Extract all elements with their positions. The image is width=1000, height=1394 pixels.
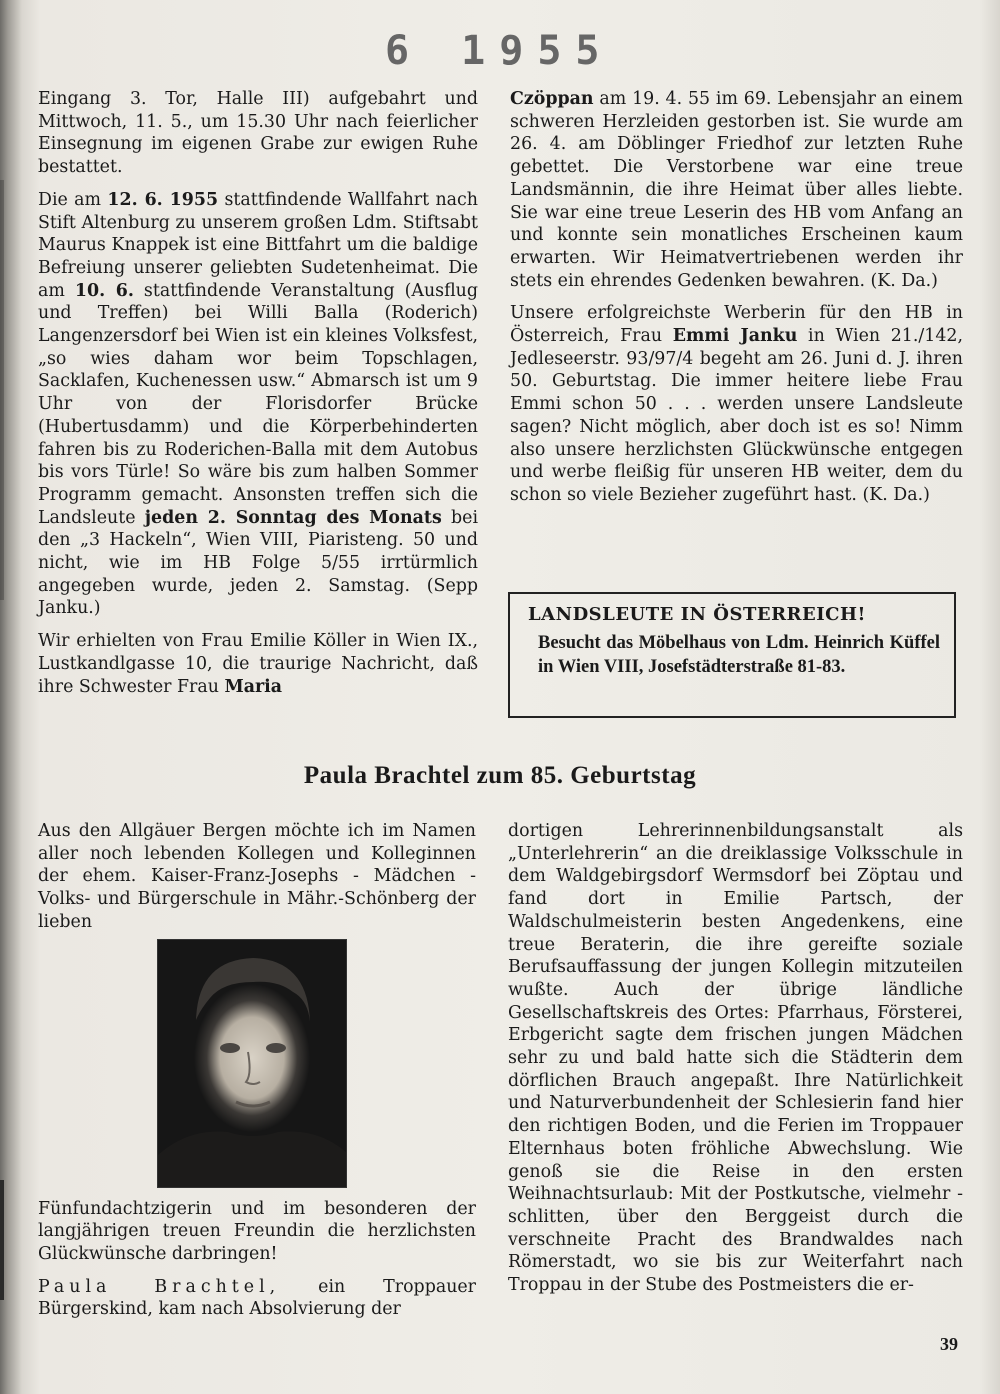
article-paragraph: Czöppan am 19. 4. 55 im 69. Lebensjahr an einem schweren Herzleiden gestorben ist. Sie wurde am 26. 4. am Döblinger Friedhof zur letzten Ruhe gebettet. Die Verstorbene war eine treue Landsmännin, die ihre Heimat über alles liebte. Sie war eine treue Leserin des HB vom Anfang an und konnte sein monatliches Erscheinen kaum erwarten. Wir Heimatvertriebenen werden ihr stets ein ehrendes Gedenken bewahren. (K. Da.) xyxy=(510,89,963,291)
left-column-top xyxy=(38,88,478,708)
right-column-bottom xyxy=(508,820,963,1307)
article-headline: Paula Brachtel zum 85. Geburtstag xyxy=(303,762,697,789)
binding-shadow xyxy=(0,180,4,600)
advertisement-text: Besucht das Möbelhaus von Ldm. Heinrich Küffel in Wien VIII, Josefstädterstraße 81-83. xyxy=(538,633,940,677)
article-paragraph: Aus den Allgäuer Bergen möchte ich im Namen aller noch lebenden Kollegen und Kolleginnen der ehem. Kaiser-Franz-Josephs - Mädchen - Volks- und Bürgerschule in Mähr.-Schönberg der lieben xyxy=(38,821,476,932)
article-paragraph: Eingang 3. Tor, Halle III) aufgebahrt und Mittwoch, 11. 5., um 15.30 Uhr nach feierlicher Einsegnung im eigenen Grabe zur ewigen Ruhe bestattet. xyxy=(38,89,478,178)
right-column-top xyxy=(510,88,963,517)
article-paragraph: dortigen Lehrerinnenbildungsanstalt als „Unterlehrerin“ an die dreiklassige Volksschule in dem Waldgebirgsdorf Wermsdorf bei Zöptau und fand dort in Emilie Partsch, der Waldschulmeisterin besten Angedenkens, eine treue Beraterin, die ihre gereifte soziale Berufsauffassung der jungen Kollegin mitzuteilen wußte. Auch der übrige ländliche Gesellschaftskreis des Ortes: Pfarrhaus, Försterei, Erbgericht sagte dem frischen jungen Mädchen sehr zu und bald hatte sich die Städterin dem dörflichen Brauch angepaßt. Ihre Natürlichkeit und Naturverbundenheit der Schlesierin fand hier den richtigen Boden, und die Ferien im Troppauer Elternhaus boten fröhliche Abwechslung. Wie genoß sie die Reise in den ersten Weihnachtsurlaub: Mit der Postkutsche, vielmehr -schlitten, über den Berggeist durch die verschneite Pracht des Brandwaldes nach Römerstadt, wo sie bis zur Weiterfahrt nach Troppau in der Stube des Postmeisters die er- xyxy=(508,821,963,1296)
article-paragraph: Fünfundachtzigerin und im besonderen der langjährigen treuen Freundin die herzlichsten Glückwünsche darbringen! xyxy=(38,1198,476,1264)
page-number: 39 xyxy=(940,1334,958,1354)
date-stamp: 6 1955 xyxy=(385,28,614,74)
article-paragraph: Paula Brachtel, ein Troppauer Bürgerskind, kam nach Absolvierung der xyxy=(38,1276,476,1320)
binding-mark xyxy=(0,1180,4,1300)
portrait-photo xyxy=(157,939,347,1188)
portrait-drawing xyxy=(158,940,346,1187)
advertisement-box xyxy=(508,592,956,718)
article-paragraph: Wir erhielten von Frau Emilie Köller in Wien IX., Lustkandlgasse 10, die traurige Nachricht, daß ihre Schwester Frau Maria xyxy=(38,631,478,697)
article-paragraph: Unsere erfolgreichste Werberin für den HB in Österreich, Frau Emmi Janku in Wien 21./142, Jedleseerstr. 93/97/4 begeht am 26. Juni d. J. ihren 50. Geburtstag. Die immer heitere liebe Frau Emmi schon 50 . . . werden unsere Landsleute sagen? Nicht möglich, aber doch ist es so! Nimm also unsere herzlichsten Glückwünsche entgegen und werbe fleißig für unseren HB weiter, dem du schon so viele Bezieher zugeführt hast. (K. Da.) xyxy=(510,303,963,505)
article-paragraph: Die am 12. 6. 1955 stattfindende Wallfahrt nach Stift Altenburg zu unserem großen Ldm. Stiftsabt Maurus Knappek ist eine Bittfahrt um die baldige Befreiung unserer geliebten Sudetenheimat. Die am 10. 6. stattfindende Veranstaltung (Ausflug und Treffen) bei Willi Balla (Roderich) Langenzersdorf bei Wien ist ein kleines Volksfest, „so wies daham wor beim Topschlagen, Sacklafen, Kuchenessen usw.“ Abmarsch ist um 9 Uhr von der Florisdorfer Brücke (Hubertusdamm) und die Körperbehinderten fahren bis zu Roderichen-Balla mit dem Autobus bis vors Türle! So wäre bis zum halben Sommer Programm gemacht. Ansonsten treffen sich die Landsleute jeden 2. Sonntag des Monats bei den „3 Hackeln“, Wien VIII, Piaristeng. 50 und nicht, wie im HB Folge 5/55 irrtürmlich angegeben wurde, jeden 2. Samstag. (Sepp Janku.) xyxy=(38,189,479,619)
advertisement-title: LANDSLEUTE IN ÖSTERREICH! xyxy=(528,604,866,625)
